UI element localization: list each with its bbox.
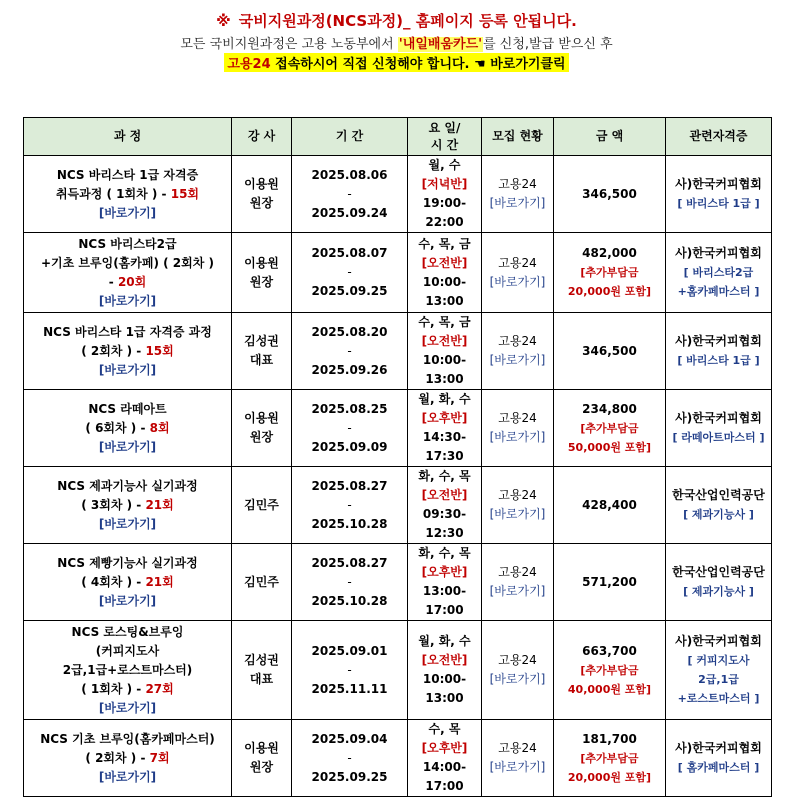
amount-cell	[554, 621, 666, 720]
course-session-line	[26, 496, 229, 515]
course-session-line	[26, 273, 229, 292]
end-date: 2025.09.26	[311, 362, 388, 377]
course-link[interactable]: [바로가기]	[98, 769, 157, 784]
session-count: 21회	[145, 497, 174, 512]
amount-note-2: 20,000원 포함]	[567, 285, 652, 298]
shift: [오후반]	[421, 741, 468, 755]
course-round: 취득과정 ( 1회차 ) -	[55, 186, 167, 201]
course-cell	[24, 467, 232, 544]
days: 화, 수, 목	[418, 469, 471, 483]
amount-note: [추가부담금	[580, 421, 639, 435]
instructor-name: 이용원	[244, 411, 279, 425]
reference-mark: ※	[216, 12, 231, 30]
instructor-title: 원장	[249, 760, 274, 774]
recruit-site: 고용24	[498, 255, 537, 270]
recruit-link[interactable]: [바로가기]	[489, 584, 546, 598]
header-row	[24, 118, 772, 156]
course-link[interactable]: [바로가기]	[98, 293, 157, 308]
course-session-line	[26, 185, 229, 204]
card-name: '내일배움카드'	[398, 37, 483, 52]
table-row	[24, 156, 772, 233]
header-days-1: 요 일/	[428, 120, 461, 135]
course-title: NCS 제빵기능사 실기과정	[57, 555, 198, 570]
period-cell	[292, 233, 408, 313]
cert-cell	[666, 720, 772, 797]
period-dash: -	[347, 574, 352, 589]
cert-cell	[666, 390, 772, 467]
shortcut-link[interactable]: ☚ 바로가기클릭	[474, 57, 566, 72]
course-round: ( 4회차 ) -	[81, 574, 142, 589]
notice-text: 모든 국비지원과정은 고용 노동부에서	[180, 37, 394, 52]
course-session-line	[26, 749, 229, 768]
session-count: 15회	[170, 186, 200, 201]
period-cell	[292, 156, 408, 233]
notice-title: 국비지원과정(NCS과정)_ 홈페이지 등록 안됩니다.	[238, 12, 577, 30]
recruit-link[interactable]: [바로가기]	[489, 507, 546, 521]
start-date: 2025.08.06	[311, 167, 388, 182]
recruit-site: 고용24	[498, 411, 537, 425]
table-row	[24, 544, 772, 621]
course-cell	[24, 720, 232, 797]
amount-cell	[554, 544, 666, 621]
days-cell	[408, 156, 482, 233]
cert-name: [ 바리스타2급	[683, 266, 754, 279]
instructor-name: 김민주	[244, 497, 279, 512]
recruit-cell	[482, 621, 554, 720]
cert-org: 사)한국커피협회	[675, 411, 762, 425]
session-count: 21회	[145, 574, 174, 589]
time: 13:00-17:00	[422, 584, 467, 617]
instructor-cell	[232, 621, 292, 720]
start-date: 2025.08.27	[311, 478, 388, 493]
amount-note: [추가부담금	[580, 751, 639, 765]
course-session-line	[26, 573, 229, 592]
start-date: 2025.09.01	[311, 643, 388, 658]
period-dash: -	[347, 750, 352, 765]
days-cell	[408, 467, 482, 544]
start-date: 2025.08.25	[311, 401, 388, 416]
course-link[interactable]: [바로가기]	[98, 516, 157, 531]
recruit-link[interactable]: [바로가기]	[489, 196, 546, 210]
shift: [저녁반]	[421, 177, 468, 191]
course-session-line	[26, 680, 229, 699]
course-title-line: (커피지도사	[95, 643, 160, 658]
cert-cell	[666, 233, 772, 313]
course-cell	[24, 621, 232, 720]
amount: 234,800	[582, 401, 637, 416]
course-session-line	[26, 342, 229, 361]
course-round: ( 2회차 ) -	[81, 343, 142, 358]
instructor-name: 이용원	[244, 741, 279, 755]
course-title-line: +기초 브루잉(홈카페) ( 2회차 )	[41, 255, 214, 270]
instructor-title: 원장	[249, 196, 274, 210]
course-title: NCS 기초 브루잉(홈카페마스터)	[40, 731, 215, 746]
instructor-name: 김성권	[244, 653, 279, 667]
header-cert: 관련자격증	[666, 118, 772, 156]
days: 수, 목	[428, 722, 461, 736]
table-row	[24, 313, 772, 390]
amount: 571,200	[582, 574, 637, 589]
instructor-name: 김민주	[244, 574, 279, 589]
cert-name: [ 커피지도사	[687, 654, 750, 667]
time: 19:00-22:00	[422, 196, 467, 229]
header-course: 과 정	[24, 118, 232, 156]
course-round: ( 6회차 ) -	[85, 420, 146, 435]
course-link[interactable]: [바로가기]	[98, 700, 157, 715]
instructor-title: 대표	[249, 672, 274, 686]
cert-org: 사)한국커피협회	[675, 177, 762, 191]
session-count: 27회	[145, 681, 174, 696]
end-date: 2025.09.25	[311, 284, 388, 298]
period-dash: -	[347, 662, 352, 677]
period-cell	[292, 313, 408, 390]
recruit-site: 고용24	[498, 565, 537, 579]
period-dash: -	[347, 343, 352, 358]
recruit-link[interactable]: [바로가기]	[489, 760, 546, 774]
period-cell	[292, 621, 408, 720]
instructor-cell	[232, 720, 292, 797]
course-title: NCS 바리스타 1급 자격증 과정	[43, 324, 212, 339]
instructor-cell	[232, 313, 292, 390]
table-row	[24, 621, 772, 720]
course-title: NCS 바리스타2급	[78, 236, 177, 251]
session-count: 20회	[117, 274, 147, 289]
amount-note-2: 50,000원 포함]	[567, 440, 652, 454]
recruit-cell	[482, 156, 554, 233]
recruit-site: 고용24	[498, 653, 537, 667]
days: 월, 화, 수	[418, 634, 471, 648]
shift: [오전반]	[421, 488, 468, 502]
cert-org: 한국산업인력공단	[672, 488, 765, 502]
end-date: 2025.10.28	[311, 593, 388, 608]
amount-note-2: 20,000원 포함]	[567, 770, 652, 784]
session-count: 15회	[145, 343, 174, 358]
course-title: NCS 로스팅&브루잉	[71, 624, 184, 639]
cert-name-3: +로스트마스터 ]	[677, 692, 760, 705]
period-dash: -	[347, 265, 352, 279]
period-dash: -	[347, 497, 352, 512]
course-link[interactable]: [바로가기]	[98, 439, 157, 454]
cert-name: [ 제과기능사 ]	[683, 585, 754, 598]
shift: [오전반]	[421, 334, 468, 348]
cert-name: [ 제과기능사 ]	[683, 508, 754, 521]
cert-org: 사)한국커피협회	[675, 741, 762, 755]
end-date: 2025.09.09	[311, 439, 388, 454]
header-recruit: 모집 현황	[482, 118, 554, 156]
amount: 181,700	[582, 731, 637, 746]
cert-name: [ 라떼아트마스터 ]	[672, 431, 765, 444]
recruit-cell	[482, 313, 554, 390]
days-cell	[408, 544, 482, 621]
instructor-cell	[232, 233, 292, 313]
header-days-2: 시 간	[430, 137, 459, 152]
instructor-title: 대표	[249, 353, 274, 367]
header-instructor: 강 사	[232, 118, 292, 156]
course-round: ( 3회차 ) -	[81, 497, 142, 512]
amount: 346,500	[582, 186, 637, 201]
period-dash: -	[347, 420, 352, 435]
notice-highlight	[224, 53, 568, 72]
start-date: 2025.08.20	[311, 324, 388, 339]
amount: 482,000	[582, 246, 637, 260]
cert-org: 한국산업인력공단	[672, 565, 765, 579]
table-row	[24, 720, 772, 797]
cert-name-2: +홈카페마스터 ]	[677, 285, 760, 298]
instructor-title: 원장	[249, 274, 274, 289]
cert-cell	[666, 621, 772, 720]
course-cell	[24, 156, 232, 233]
recruit-cell	[482, 233, 554, 313]
amount-cell	[554, 313, 666, 390]
session-count: 7회	[149, 750, 170, 765]
recruit-cell	[482, 390, 554, 467]
days-cell	[408, 313, 482, 390]
cert-name: [ 홈카페마스터 ]	[677, 761, 760, 774]
end-date: 2025.09.25	[311, 769, 388, 784]
notice-line-3	[0, 53, 793, 72]
days-cell	[408, 390, 482, 467]
instructor-cell	[232, 156, 292, 233]
header-amount: 금 액	[554, 118, 666, 156]
notice-instruction: 접속하시어 직접 신청해야 합니다.	[275, 57, 470, 72]
cert-org: 사)한국커피협회	[675, 334, 762, 348]
time: 10:00-13:00	[422, 672, 467, 705]
course-title-line: 2급,1급+로스트마스터)	[62, 662, 193, 677]
days: 월, 수	[428, 158, 461, 172]
amount: 663,700	[582, 643, 637, 658]
recruit-cell	[482, 720, 554, 797]
cert-name: [ 바리스타 1급 ]	[677, 354, 760, 367]
course-link[interactable]: [바로가기]	[98, 362, 157, 377]
course-cell	[24, 313, 232, 390]
recruit-link[interactable]: [바로가기]	[489, 430, 546, 444]
cert-cell	[666, 544, 772, 621]
course-link[interactable]: [바로가기]	[98, 205, 157, 220]
cert-name-2: 2급,1급	[698, 673, 739, 686]
recruit-cell	[482, 467, 554, 544]
recruit-site: 고용24	[498, 741, 537, 755]
course-cell	[24, 233, 232, 313]
end-date: 2025.10.28	[311, 516, 388, 531]
days-cell	[408, 621, 482, 720]
recruit-link[interactable]: [바로가기]	[489, 672, 546, 686]
course-link[interactable]: [바로가기]	[98, 593, 157, 608]
cert-cell	[666, 313, 772, 390]
time: 14:30-17:30	[422, 430, 467, 463]
instructor-title: 원장	[249, 430, 274, 444]
cert-name: [ 바리스타 1급 ]	[677, 197, 760, 210]
course-cell	[24, 390, 232, 467]
days-cell	[408, 233, 482, 313]
amount: 346,500	[582, 343, 637, 358]
time: 10:00-13:00	[422, 353, 467, 386]
recruit-site: 고용24	[498, 488, 537, 502]
start-date: 2025.08.27	[311, 555, 388, 570]
course-round: ( 1회차 ) -	[81, 681, 142, 696]
period-dash: -	[347, 186, 352, 201]
amount-note: [추가부담금	[580, 663, 639, 677]
course-round: ( 2회차 ) -	[85, 750, 146, 765]
shift: [오후반]	[421, 565, 468, 579]
notice-text-post: 를 신청,발급 받으신 후	[483, 37, 613, 52]
amount-cell	[554, 467, 666, 544]
header-days	[408, 118, 482, 156]
days: 화, 수, 목	[418, 546, 471, 560]
instructor-cell	[232, 467, 292, 544]
course-title: NCS 제과기능사 실기과정	[57, 478, 198, 493]
notice-line-1	[0, 10, 793, 31]
amount-note: [추가부담금	[580, 266, 639, 279]
cert-cell	[666, 156, 772, 233]
course-title: NCS 바리스타 1급 자격증	[56, 167, 199, 182]
instructor-cell	[232, 544, 292, 621]
table-row	[24, 233, 772, 313]
course-session-line	[26, 419, 229, 438]
end-date: 2025.11.11	[311, 681, 388, 696]
time: 10:00-13:00	[422, 274, 467, 308]
instructor-cell	[232, 390, 292, 467]
header-period: 기 간	[292, 118, 408, 156]
days: 수, 목, 금	[418, 236, 471, 251]
cert-org: 사)한국커피협회	[675, 246, 762, 260]
cert-cell	[666, 467, 772, 544]
instructor-name: 이용원	[244, 255, 279, 270]
days: 수, 목, 금	[418, 315, 471, 329]
time: 14:00-17:00	[422, 760, 467, 793]
instructor-name: 김성권	[244, 334, 279, 348]
amount-cell	[554, 233, 666, 313]
period-cell	[292, 544, 408, 621]
instructor-name: 이용원	[244, 177, 279, 191]
days-cell	[408, 720, 482, 797]
shift: [오후반]	[421, 411, 468, 425]
period-cell	[292, 390, 408, 467]
table-row	[24, 390, 772, 467]
shift: [오전반]	[421, 255, 468, 270]
shift: [오전반]	[421, 653, 468, 667]
table-row	[24, 467, 772, 544]
period-cell	[292, 467, 408, 544]
course-cell	[24, 544, 232, 621]
cert-org: 사)한국커피협회	[675, 634, 762, 648]
recruit-link[interactable]: [바로가기]	[489, 353, 546, 367]
site-name: 고용24	[227, 57, 271, 72]
course-round: -	[108, 274, 114, 289]
period-cell	[292, 720, 408, 797]
course-title: NCS 라떼아트	[88, 401, 167, 416]
amount-cell	[554, 720, 666, 797]
recruit-link[interactable]: [바로가기]	[489, 274, 546, 289]
days: 월, 화, 수	[418, 392, 471, 406]
time: 09:30-12:30	[422, 507, 467, 540]
course-table	[23, 117, 772, 797]
notice-line-2	[0, 33, 793, 52]
recruit-cell	[482, 544, 554, 621]
amount-cell	[554, 156, 666, 233]
amount: 428,400	[582, 497, 637, 512]
end-date: 2025.09.24	[311, 205, 388, 220]
recruit-site: 고용24	[498, 177, 537, 191]
recruit-site: 고용24	[498, 334, 537, 348]
amount-note-2: 40,000원 포함]	[567, 682, 652, 696]
amount-cell	[554, 390, 666, 467]
start-date: 2025.09.04	[311, 731, 388, 746]
session-count: 8회	[149, 420, 170, 435]
start-date: 2025.08.07	[311, 246, 388, 260]
